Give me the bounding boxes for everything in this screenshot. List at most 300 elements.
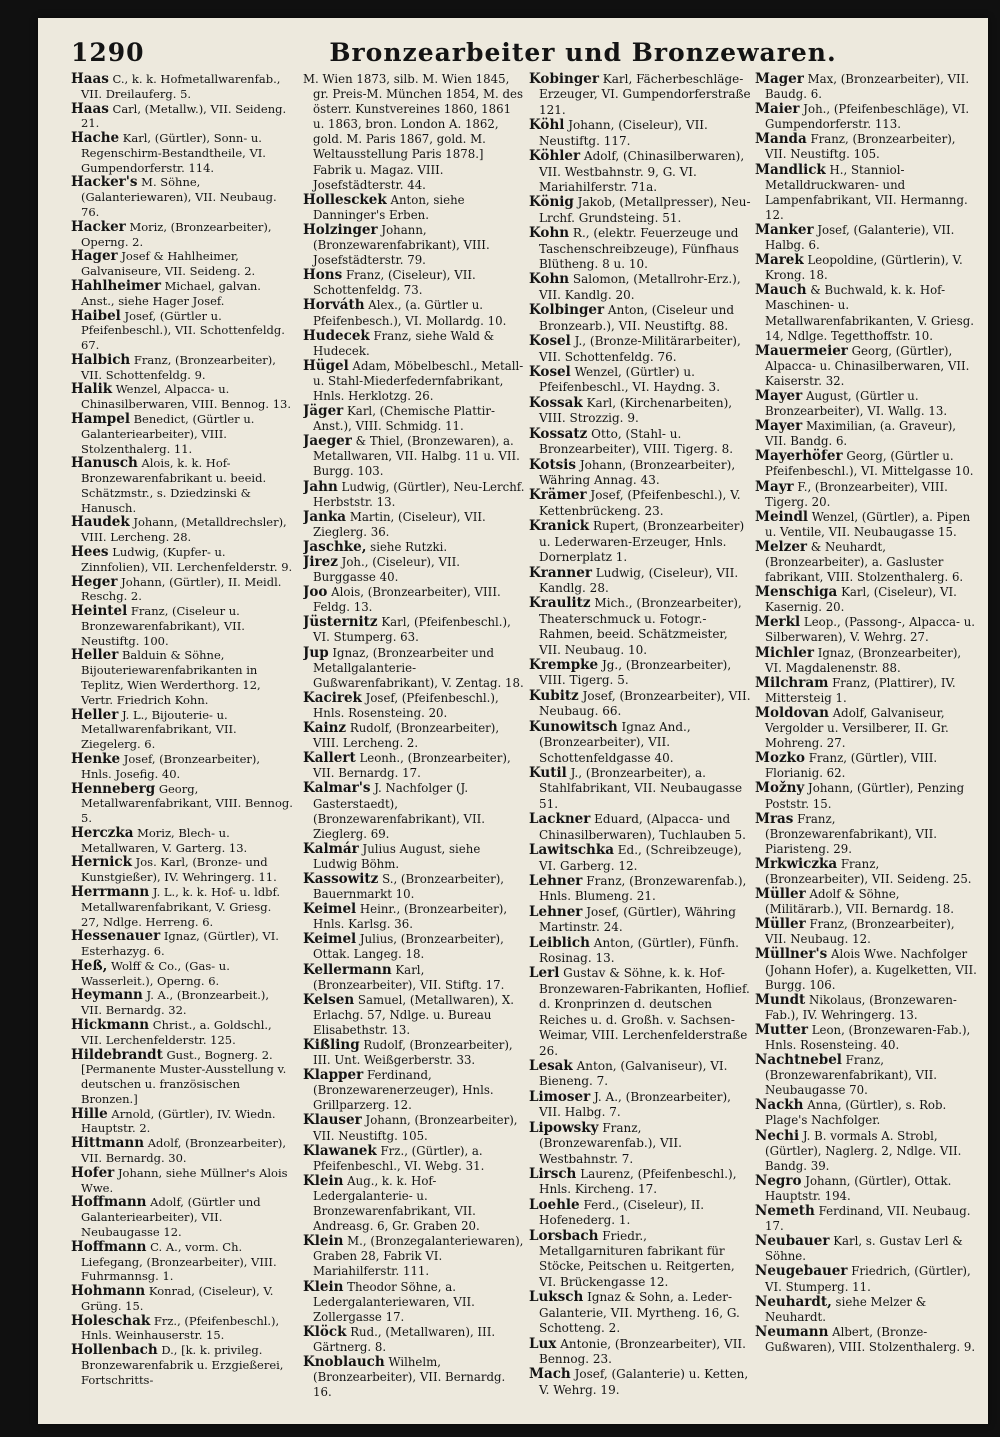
entry-name: Kellermann <box>303 961 392 978</box>
directory-entry <box>755 102 977 132</box>
entry-name: Herrmann <box>71 883 150 900</box>
column-1 <box>71 72 293 1418</box>
entry-name: Mayerhöfer <box>755 448 843 465</box>
entry-name: Hofer <box>71 1164 115 1181</box>
entry-name: Klapper <box>303 1067 364 1084</box>
entry-details: J. Nachfolger (J. Gasterstaedt), (Bronzewarenfabrikant), VII. Zieglerg. 69. <box>313 781 486 841</box>
directory-entry <box>303 404 525 434</box>
directory-entry <box>71 1018 293 1048</box>
entry-details: Eduard, (Alpacca- und Chinasilberwaren), Tuchlauben 5. <box>539 812 746 842</box>
directory-entry <box>529 72 751 118</box>
directory-entry <box>755 1098 977 1128</box>
entry-details: Theodor Söhne, a. Ledergalanteriewaren, VII. Zollergasse 17. <box>313 1279 475 1324</box>
entry-name: Müller <box>755 916 806 933</box>
directory-entry <box>71 1284 293 1314</box>
directory-entry <box>303 1038 525 1068</box>
entry-name: Kelsen <box>303 991 355 1008</box>
entry-columns <box>71 72 981 1418</box>
directory-entry <box>529 1367 751 1398</box>
entry-name: Kosel <box>529 364 571 381</box>
directory-entry <box>755 947 977 992</box>
entry-name: Kobinger <box>529 72 599 87</box>
entry-name: Negro <box>755 1172 802 1189</box>
entry-details: Ignaz And., (Bronzearbeiter), VII. Schottenfeldgasse 40. <box>539 719 691 765</box>
entry-details: Albert, (Bronze-Gußwaren), VIII. Stolzenthalerg. 9. <box>765 1324 976 1354</box>
entry-name: Lipowsky <box>529 1119 599 1136</box>
entry-name: Janka <box>303 508 347 525</box>
column-2 <box>303 72 525 1418</box>
directory-entry <box>71 545 293 575</box>
directory-entry <box>755 646 977 676</box>
directory-entry <box>529 488 751 519</box>
entry-details: August, (Gürtler u. Bronzearbeiter), VI. Wallg. 13. <box>765 388 948 419</box>
entry-name: Lackner <box>529 811 591 828</box>
directory-entry <box>529 303 751 334</box>
entry-name: Michler <box>755 644 814 661</box>
entry-details: Gust., Bognerg. 2. [Permanente Muster-Ausstellung v. deutschen u. französischen Bronzen.] <box>81 1047 287 1106</box>
directory-entry <box>529 1198 751 1229</box>
directory-entry <box>71 1240 293 1284</box>
column-3 <box>529 72 751 1418</box>
entry-details: Karl, Fächerbeschläge-Erzeuger, VI. Gumpendorferstraße 121. <box>539 72 751 117</box>
entry-name: Jup <box>303 644 329 661</box>
entry-details: Antonie, (Bronzearbeiter), VII. Bennog. 23. <box>539 1336 746 1367</box>
directory-entry <box>755 917 977 947</box>
directory-entry <box>303 1325 525 1355</box>
entry-details: Franz, (Bronzewarenfab.), Hnls. Blumeng. 21. <box>539 873 747 904</box>
entry-details: Wolff & Co., (Gas- u. Wasserleit.), Operng. 6. <box>81 958 230 988</box>
directory-entry <box>71 782 293 826</box>
entry-name: König <box>529 194 574 211</box>
directory-entry <box>529 272 751 303</box>
entry-details: Friedr., Metallgarnituren fabrikant für Stöcke, Peitschen u. Reitgerten, VI. Brückengasse 12. <box>539 1228 735 1289</box>
entry-name: Heymann <box>71 987 143 1004</box>
entry-name: Hohmann <box>71 1283 146 1300</box>
entry-name: Heller <box>71 706 119 723</box>
entry-details: Frz., (Pfeifenbeschl.), Hnls. Weinhauserstr. 15. <box>81 1313 280 1343</box>
entry-name: Lawitschka <box>529 842 614 859</box>
entry-name: Kalmár <box>303 840 359 857</box>
directory-entry <box>303 751 525 781</box>
directory-entry <box>303 223 525 268</box>
entry-name: Joo <box>303 584 328 601</box>
entry-details: Alex., (a. Gürtler u. Pfeifenbesch.), VI. Mollardg. 10. <box>313 298 507 328</box>
directory-entry <box>303 540 525 555</box>
entry-details: Karl, (Kirchenarbeiten), VIII. Strozzig. 9. <box>539 395 733 426</box>
entry-details: Josef, (Bronzearbeiter), Hnls. Josefig. 40. <box>81 751 261 781</box>
entry-name: Kraulitz <box>529 595 591 612</box>
entry-details: Wenzel, (Gürtler), a. Pipen u. Ventile, VII. Neubaugasse 15. <box>765 509 971 539</box>
entry-name: Heß, <box>71 957 108 974</box>
directory-entry <box>303 615 525 645</box>
entry-details: C., k. k. Hofmetallwarenfab., VII. Dreilauferg. 5. <box>81 72 281 101</box>
entry-name: Mauermeier <box>755 342 848 359</box>
entry-name: Herczka <box>71 824 134 841</box>
entry-details: Johann, (Gürtler), II. Meidl. Reschg. 2. <box>81 574 282 604</box>
entry-details: J. B. vormals A. Strobl, (Gürtler), Naglerg. 2, Ndlge. VII. Bandg. 39. <box>765 1128 962 1173</box>
entry-details: Jakob, (Metallpresser), Neu-Lrchf. Grundsteing. 51. <box>539 195 751 225</box>
directory-entry <box>303 932 525 962</box>
entry-details: Johann, (Bronzearbeiter), Währing Annag. 43. <box>539 457 736 487</box>
directory-entry <box>303 1144 525 1174</box>
entry-details: Franz, (Bronzearbeiter), VII. Schottenfeldg. 9. <box>81 352 276 382</box>
directory-entry <box>529 519 751 565</box>
entry-name: Hampel <box>71 410 130 427</box>
directory-entry <box>755 676 977 706</box>
directory-entry <box>71 279 293 309</box>
directory-entry <box>529 195 751 226</box>
directory-entry <box>303 902 525 932</box>
directory-entry <box>303 1355 525 1400</box>
entry-details: Frz., (Gürtler), a. Pfeifenbeschl., VI. Webg. 31. <box>313 1143 485 1173</box>
entry-name: Mayr <box>755 478 794 495</box>
directory-entry <box>303 480 525 510</box>
entry-name: Mach <box>529 1366 571 1383</box>
directory-entry <box>529 334 751 365</box>
entry-name: Mauch <box>755 282 807 299</box>
entry-details: Ignaz, (Bronzearbeiter und Metallgalanterie-Gußwarenfabrikant), V. Zentag. 18. <box>313 645 524 690</box>
entry-name: Neubauer <box>755 1233 830 1250</box>
directory-entry <box>529 766 751 812</box>
directory-entry <box>71 309 293 353</box>
entry-details: Joh., (Pfeifenbeschläge), VI. Gumpendorferstr. 113. <box>765 102 970 132</box>
entry-name: Melzer <box>755 538 808 555</box>
directory-entry <box>71 708 293 752</box>
entry-details: Franz, (Bronzearbeiter), VII. Neubaug. 12. <box>765 917 955 947</box>
entry-name: Haibel <box>71 307 121 324</box>
entry-name: Halbich <box>71 351 131 368</box>
directory-entry <box>529 596 751 658</box>
entry-details: Josef, (Bronzearbeiter), VII. Neubaug. 66. <box>539 688 751 719</box>
directory-entry <box>755 615 977 645</box>
directory-entry <box>755 857 977 887</box>
entry-name: Krämer <box>529 487 587 504</box>
entry-name: Mayer <box>755 387 803 404</box>
entry-details: Adolf, (Chinasilberwaren), VII. Westbahnstr. 9, G. VI. Mariahilferstr. 71a. <box>539 149 745 194</box>
entry-details: & Neuhardt, (Bronzearbeiter), a. Gasluster fabrikant, VIII. Stolzenthalerg. 6. <box>765 539 964 585</box>
entry-details: Benedict, (Gürtler u. Galanteriearbeiter), VIII. Stolzenthalerg. 11. <box>81 411 255 456</box>
directory-entry <box>755 1053 977 1098</box>
directory-entry <box>303 691 525 721</box>
directory-entry <box>303 646 525 691</box>
entry-name: Müller <box>755 886 806 903</box>
entry-details: Adolf, (Gürtler und Galanteriearbeiter), VII. Neubaugasse 12. <box>81 1195 261 1239</box>
entry-details: Mich., (Bronzearbeiter), Theaterschmuck u. Fotogr.-Rahmen, beeid. Schätzmeister, VII. Neubaug. 10. <box>539 596 742 657</box>
directory-entry <box>303 298 525 328</box>
directory-entry <box>529 1229 751 1291</box>
entry-name: Kunowitsch <box>529 718 618 735</box>
entry-details: Carl, (Metallw.), VII. Seideng. 21. <box>81 101 287 131</box>
entry-name: Kohn <box>529 271 570 288</box>
entry-details: Jg., (Bronzearbeiter), VIII. Tigerg. 5. <box>539 658 732 688</box>
entry-details: D., [k. k. privileg. Bronzewarenfabrik u. Erzgießerei, Fortschritts- <box>81 1343 284 1387</box>
entry-name: Jaeger <box>303 433 352 450</box>
directory-entry <box>755 993 977 1023</box>
directory-entry <box>71 220 293 250</box>
directory-entry <box>71 412 293 456</box>
entry-name: Jahn <box>303 478 338 495</box>
directory-entry <box>303 963 525 993</box>
directory-entry <box>303 329 525 359</box>
entry-details: Max, (Bronzearbeiter), VII. Baudg. 6. <box>765 72 970 102</box>
entry-name: Holzinger <box>303 221 378 238</box>
entry-name: Jäger <box>303 403 344 420</box>
entry-name: Hügel <box>303 357 349 374</box>
page-title: Bronzearbeiter und Bronzewaren. <box>329 38 837 67</box>
entry-details: Rudolf, (Bronzearbeiter), VIII. Lercheng. 2. <box>313 721 500 751</box>
entry-name: Kallert <box>303 750 356 767</box>
entry-details: Josef, (Galanterie) u. Ketten, V. Wehrg. 19. <box>539 1367 749 1397</box>
entry-details: Rupert, (Bronzearbeiter) u. Lederwaren-Erzeuger, Hnls. Dornerplatz 1. <box>539 519 745 565</box>
directory-entry <box>755 419 977 449</box>
entry-name: Henke <box>71 750 121 767</box>
entry-details: J., (Bronze-Militärarbeiter), VII. Schottenfeldg. 76. <box>539 334 741 364</box>
entry-details: Franz, (Bronzewarenfabrikant), VII. Neubaugasse 70. <box>765 1053 938 1098</box>
directory-entry <box>529 1290 751 1336</box>
directory-entry <box>755 163 977 223</box>
entry-details: Ferd., (Ciseleur), II. Hofenederg. 1. <box>539 1197 705 1228</box>
entry-details: Ed., (Schreibzeuge), VI. Garberg. 12. <box>539 843 742 873</box>
directory-entry <box>71 102 293 132</box>
directory-entry <box>303 1113 525 1143</box>
entry-details: Nikolaus, (Bronzewaren-Fab.), IV. Wehringerg. 13. <box>765 992 957 1022</box>
entry-name: Hittmann <box>71 1135 145 1152</box>
entry-details: Alois Wwe. Nachfolger (Johann Hofer), a. Kugelketten, VII. Burgg. 106. <box>765 947 977 992</box>
entry-name: Hollesckek <box>303 191 387 208</box>
entry-name: Horváth <box>303 297 365 314</box>
directory-entry <box>71 1048 293 1107</box>
entry-name: Mager <box>755 72 804 87</box>
entry-details: Karl, s. Gustav Lerl & Söhne. <box>765 1234 963 1264</box>
directory-entry <box>303 585 525 615</box>
entry-name: Hons <box>303 267 343 284</box>
entry-details: Ignaz & Sohn, a. Leder-Galanterie, VII. Myrtheng. 16, G. Schotteng. 2. <box>539 1290 740 1336</box>
directory-entry <box>303 781 525 841</box>
entry-details: F., (Bronzearbeiter), VIII. Tigerg. 20. <box>765 479 948 509</box>
entry-details: S., (Bronzearbeiter), Bauernmarkt 10. <box>313 871 505 902</box>
directory-entry <box>755 480 977 510</box>
entry-details: Karl, (Bronzearbeiter), VII. Stiftg. 17. <box>313 962 505 992</box>
entry-name: Kubitz <box>529 687 579 704</box>
entry-name: Neumann <box>755 1323 829 1340</box>
entry-details: Samuel, (Metallwaren), X. Erlachg. 57, Ndlge. u. Bureau Elisabethstr. 13. <box>313 992 515 1037</box>
entry-details: Alois, (Bronzearbeiter), VIII. Feldg. 13. <box>313 585 501 615</box>
entry-details: Karl, (Gürtler), Sonn- u. Regenschirm-Bestandtheile, VI. Gumpendorferstr. 114. <box>81 131 266 175</box>
directory-entry <box>71 249 293 279</box>
directory-entry <box>529 936 751 967</box>
entry-details: Josef, (Pfeifenbeschl.), V. Kettenbrückeng. 23. <box>539 488 741 518</box>
entry-details: Wilhelm, (Bronzearbeiter), VII. Bernardg. 16. <box>313 1354 506 1400</box>
entry-name: Menschiga <box>755 584 838 601</box>
entry-name: Merkl <box>755 614 801 631</box>
entry-details: Georg, (Gürtler u. Pfeifenbeschl.), VI. Mittelgasse 10. <box>765 449 974 479</box>
directory-entry <box>529 689 751 720</box>
directory-entry <box>755 706 977 751</box>
entry-details: Konrad, (Ciseleur), V. Grüng. 15. <box>81 1284 274 1313</box>
directory-entry <box>755 1174 977 1204</box>
entry-details: Josef, (Gürtler u. Pfeifenbeschl.), VII. Schottenfeldg. 67. <box>81 308 285 353</box>
entry-name: Hessenauer <box>71 928 161 945</box>
entry-name: Mozko <box>755 750 805 767</box>
column-4 <box>755 72 977 1418</box>
directory-entry <box>529 966 751 1059</box>
entry-name: Hager <box>71 248 118 265</box>
entry-details: Franz, (Plattirer), IV. Mittersteig 1. <box>765 675 956 705</box>
entry-details: Johann, (Metalldrechsler), VIII. Lercheng. 28. <box>81 515 287 545</box>
entry-name: Lirsch <box>529 1165 577 1182</box>
entry-details: Michael, galvan. Anst., siehe Hager Josef. <box>81 278 261 308</box>
entry-details: J., (Bronzearbeiter), a. Stahlfabrikant, VII. Neubaugasse 51. <box>539 765 743 811</box>
entry-details: C. A., vorm. Ch. Liefegang, (Bronzearbeiter), VIII. Fuhrmannsg. 1. <box>81 1239 277 1284</box>
directory-entry <box>71 1166 293 1196</box>
directory-entry <box>303 1174 525 1234</box>
directory-entry <box>755 253 977 283</box>
entry-details: Aug., k. k. Hof-Ledergalanterie- u. Bronzewarenfabrikant, VII. Andreasg. 6, Gr. Graben 20. <box>313 1173 480 1234</box>
directory-entry <box>303 872 525 902</box>
entry-name: Klawanek <box>303 1142 377 1159</box>
entry-details: Ignaz, (Gürtler), VI. Esterhazyg. 6. <box>81 929 279 959</box>
entry-details: Anton, (Ciseleur und Bronzearb.), VII. Neustiftg. 88. <box>539 303 735 333</box>
entry-name: Knoblauch <box>303 1353 385 1370</box>
directory-entry <box>755 1204 977 1234</box>
entry-details: Johann, siehe Müllner's Alois Wwe. <box>81 1165 288 1195</box>
entry-details: Karl, (Pfeifenbeschl.), VI. Stumperg. 63. <box>313 615 511 645</box>
entry-name: Kossak <box>529 394 583 411</box>
entry-name: Jüsternitz <box>303 614 378 631</box>
entry-details: Josef & Hahlheimer, Galvaniseure, VII. Seideng. 2. <box>81 249 256 279</box>
entry-name: Mutter <box>755 1021 808 1038</box>
directory-entry <box>303 359 525 404</box>
entry-details: Karl, (Ciseleur), VI. Kasernig. 20. <box>765 585 957 615</box>
entry-details: Anna, (Gürtler), s. Rob. Plage's Nachfolger. <box>765 1098 947 1128</box>
entry-details: Anton, (Galvaniseur), VI. Bieneng. 7. <box>539 1059 728 1089</box>
entry-name: Hees <box>71 544 109 560</box>
entry-details: Rud., (Metallwaren), III. Gärtnerg. 8. <box>313 1324 496 1354</box>
entry-details: Johann, (Gürtler), Penzing Poststr. 15. <box>765 781 965 811</box>
entry-details: Wenzel, (Gürtler) u. Pfeifenbeschl., VI. Haydng. 3. <box>539 365 721 395</box>
directory-entry <box>755 283 977 343</box>
entry-name: Kotsis <box>529 456 577 473</box>
entry-details: Jos. Karl, (Bronze- und Kunstgießer), IV. Wehringerg. 11. <box>81 855 277 885</box>
entry-details: Adolf, Galvaniseur, Vergolder u. Versilberer, II. Gr. Mohreng. 27. <box>765 705 949 751</box>
entry-name: Neuhardt, <box>755 1293 832 1310</box>
entry-name: Loehle <box>529 1196 580 1213</box>
entry-name: Mrkwiczka <box>755 855 838 872</box>
entry-details: J. A., (Bronzearbeit.), VII. Bernardg. 32. <box>81 988 270 1018</box>
entry-name: Kacirek <box>303 689 362 706</box>
entry-name: Hernick <box>71 854 132 871</box>
entry-details: Salomon, (Metallrohr-Erz.), VII. Kandlg. 20. <box>539 272 741 302</box>
entry-name: Milchram <box>755 674 829 691</box>
entry-name: Manker <box>755 221 814 238</box>
directory-entry <box>755 389 977 419</box>
entry-details: Balduin & Söhne, Bijouteriewarenfabrikanten in Teplitz, Wien Werderthorg. 12, Vertr. Friedrich Kohn. <box>81 648 261 707</box>
entry-details: Josef, (Galanterie), VII. Halbg. 6. <box>765 222 955 253</box>
entry-details: Leon, (Bronzewaren-Fab.), Hnls. Rosensteing. 40. <box>765 1022 971 1052</box>
entry-name: Neugebauer <box>755 1263 848 1280</box>
entry-name: Heller <box>71 647 119 664</box>
directory-entry <box>71 575 293 605</box>
entry-details: Ferdinand, (Bronzewarenerzeuger), Hnls. Grillparzerg. 12. <box>313 1068 494 1113</box>
entry-name: Hanusch <box>71 455 138 472</box>
directory-entry <box>755 887 977 917</box>
entry-details: Arnold, (Gürtler), IV. Wiedn. Hauptstr. 2. <box>81 1106 276 1136</box>
entry-name: Haas <box>71 72 109 87</box>
entry-details: Maximilian, (a. Graveur), VII. Bandg. 6. <box>765 419 957 449</box>
directory-entry <box>529 1059 751 1090</box>
entry-name: Meindl <box>755 508 809 525</box>
directory-entry <box>755 1234 977 1264</box>
entry-name: Mras <box>755 810 794 827</box>
directory-entry <box>529 458 751 489</box>
directory-entry <box>755 751 977 781</box>
entry-name: Henneberg <box>71 780 156 797</box>
directory-entry <box>529 720 751 766</box>
entry-name: Lux <box>529 1335 557 1352</box>
entry-name: Lehner <box>529 903 583 920</box>
entry-details: Ludwig, (Gürtler), Neu-Lerchf. Herbststr. 13. <box>313 479 525 509</box>
directory-entry <box>303 193 525 223</box>
entry-name: Hickmann <box>71 1017 150 1033</box>
entry-name: Haudek <box>71 514 130 531</box>
entry-name: Mayer <box>755 418 803 435</box>
directory-entry <box>755 344 977 389</box>
directory-entry <box>755 223 977 253</box>
directory-entry <box>71 959 293 989</box>
entry-details: Joh., (Ciseleur), VII. Burggasse 40. <box>313 555 460 585</box>
directory-entry <box>303 434 525 479</box>
directory-entry <box>529 226 751 272</box>
entry-name: Klöck <box>303 1323 347 1340</box>
directory-entry <box>303 842 525 872</box>
entry-name: Heintel <box>71 603 128 620</box>
entry-details: Friedrich, (Gürtler), VI. Stumperg. 11. <box>765 1264 971 1294</box>
entry-details: Franz, (Bronzearbeiter), VII. Seideng. 25. <box>765 856 972 886</box>
directory-entry <box>71 382 293 412</box>
entry-name: Kainz <box>303 720 347 737</box>
entry-name: Hache <box>71 130 120 147</box>
directory-entry <box>71 1107 293 1137</box>
entry-details: M. Wien 1873, silb. M. Wien 1845, gr. Preis-M. München 1854, M. des österr. Kunstvereines 1860, 1861 u. 1863, bron. London A. 1862, gold. M. Paris 1867, gold. M. Weltausstellung Paris 1878.] Fabrik u. Magaz. VIII. Josefstädterstr. 44. <box>303 72 524 192</box>
entry-name: Klein <box>303 1278 344 1295</box>
entry-name: Kranner <box>529 564 592 581</box>
directory-entry <box>755 132 977 162</box>
directory-entry <box>303 510 525 540</box>
directory-entry <box>529 1121 751 1167</box>
entry-details: Alois, k. k. Hof-Bronzewarenfabrikant u. beeid. Schätzmstr., s. Dziedzinski & Hanusch. <box>81 456 267 515</box>
entry-name: Hacker <box>71 218 126 235</box>
entry-name: Lorsbach <box>529 1227 599 1244</box>
entry-name: Hille <box>71 1105 108 1122</box>
entry-name: Mandlick <box>755 161 826 178</box>
entry-name: Lesak <box>529 1058 573 1074</box>
directory-entry <box>71 826 293 856</box>
entry-details: & Thiel, (Bronzewaren), a. Metallwaren, VII. Halbg. 11 u. VII. Burgg. 103. <box>313 434 520 479</box>
directory-entry <box>529 1090 751 1121</box>
entry-details: Johann, (Bronzearbeiter), VII. Neustiftg. 105. <box>313 1113 518 1143</box>
entry-name: Haas <box>71 100 109 117</box>
entry-details: Franz, (Bronzewarenfab.), VII. Westbahnstr. 7. <box>539 1120 682 1166</box>
entry-name: Kolbinger <box>529 302 605 319</box>
entry-details: Franz, siehe Wald & Hudecek. <box>313 328 495 358</box>
entry-details: Josef, (Gürtler), Währing Martinstr. 24. <box>539 904 736 935</box>
entry-name: Kosel <box>529 333 571 350</box>
entry-details: H., Stanniol-Metalldruckwaren- und Lampenfabrikant, VII. Hermanng. 12. <box>765 162 968 222</box>
entry-name: Možny <box>755 780 805 797</box>
directory-entry <box>71 988 293 1018</box>
entry-details: J. L., Bijouterie- u. Metallwarenfabrikant, VII. Ziegelerg. 6. <box>81 707 237 752</box>
directory-entry <box>71 515 293 545</box>
